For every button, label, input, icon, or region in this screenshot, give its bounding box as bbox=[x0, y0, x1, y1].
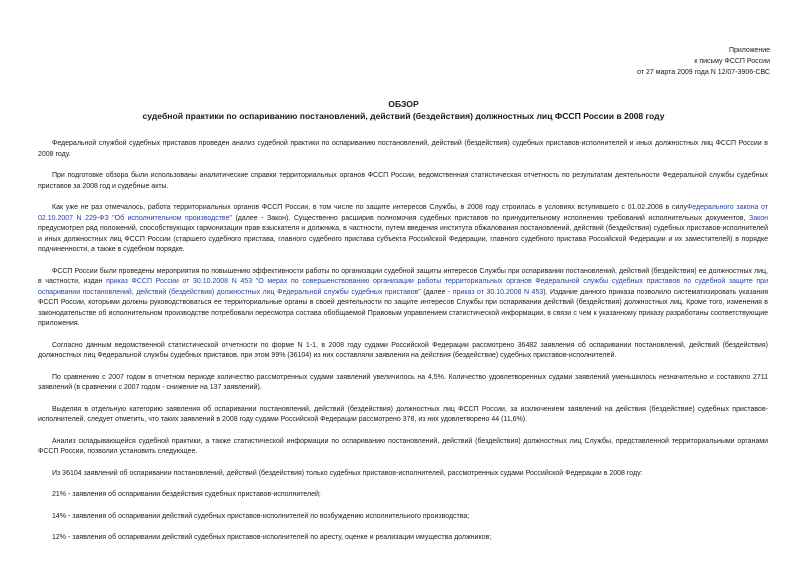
title-main: ОБЗОР bbox=[388, 99, 419, 109]
paragraph-2: При подготовке обзора были использованы аналитические справки территориальных органов ФССП России, ведомственная статистическая отчетность по результатам деятельности Федеральной службы судебных приставов за 2008 год и судебные акты. bbox=[38, 172, 768, 190]
paragraph-5: Согласно данным ведомственной статистической отчетности по форме N 1-1, в 2008 году судами Российской Федерации рассмотрено 36482 заявления об оспаривании постановлений, действий (бездействия) должностных лиц Федеральной службы судебных приставов, при этом 99% (36104) из них составляли заявления на действия (бездействие) судебных приставов-исполнителей. bbox=[38, 341, 768, 359]
paragraph-4-text-2: (далее - bbox=[420, 288, 453, 296]
paragraph-12: 12% - заявления об оспаривании действий судебных приставов-исполнителей по аресту, оценке и реализации имущества должников; bbox=[52, 534, 492, 541]
paragraph-4-text-3: ). Издание данного приказа позволило систематизировать указания ФССП России, которыми должны руководствоваться ее территориальные органы в своей деятельности по защите интересов Службы при оспаривании действий (бездействия) должностных лиц. Кроме того, изменения в законодательстве об исполнительном производстве потребовали пересмотра состава обобщаемой Правовым управлением статистической информации, в связи с чем к указанному приказу разработаны соответствующие приложения. bbox=[38, 288, 768, 327]
paragraph-9: Из 36104 заявлений об оспаривании постановлений, действий (бездействия) только судебных приставов-исполнителей, рассмотренных судами Российской Федерации в 2008 году: bbox=[52, 469, 643, 477]
header-line-2: к письму ФССП России bbox=[694, 58, 770, 65]
header-line-1: Приложение bbox=[728, 47, 770, 54]
document-header bbox=[637, 45, 770, 78]
paragraph-3-text-2: (далее - Закон). Существенно расширив полномочия судебных приставов по принудительному исполнению требований исполнительных документов, bbox=[231, 214, 749, 222]
document-title bbox=[0, 99, 807, 122]
title-subtitle: судебной практики по оспариванию постановлений, действий (бездействия) должностных лиц ФССП России в 2008 году bbox=[142, 110, 665, 121]
paragraph-11: 14% - заявления об оспаривании действий судебных приставов-исполнителей по возбуждению исполнительного производства; bbox=[52, 512, 470, 520]
header-line-3: от 27 марта 2009 года N 12/07-3906-СВС bbox=[637, 69, 770, 76]
paragraph-1: Федеральной службой судебных приставов проведен анализ судебной практики по оспариванию постановлений, действий (бездействия) судебных приставов-исполнителей и иных должностных лиц ФССП России в 2008 году. bbox=[38, 140, 768, 158]
law-229fz-link[interactable]: Федерального закона от 02.10.2007 N 229-ФЗ "Об исполнительном производстве" bbox=[38, 204, 768, 222]
law-link[interactable]: Закон bbox=[748, 214, 768, 222]
paragraph-3-text-1: Как уже не раз отмечалось, работа территориальных органов ФССП России, в том числе по защите интересов Службы, в 2008 году строилась в условиях вступившего с 01.02.2008 в силу bbox=[52, 204, 687, 211]
document-body bbox=[38, 139, 768, 555]
order-453-link[interactable]: приказ ФССП России от 30.10.2008 N 453 "О мерах по совершенствованию организации работы территориальных органов Федеральной службы судебных приставов по судебной защите при оспаривании постановлений, действий (бездействия) должностных лиц Федеральной службы судебных приставов" bbox=[38, 278, 768, 296]
paragraph-6: По сравнению с 2007 годом в отчетном периоде количество рассмотренных судами заявлений увеличилось на 4,5%. Количество удовлетворенных судами заявлений уменьшилось незначительно и составило 2711 заявлений (в сравнении с 2007 годом - снижение на 137 заявлений). bbox=[38, 373, 768, 391]
paragraph-3 bbox=[38, 203, 768, 256]
paragraph-4 bbox=[38, 267, 768, 330]
paragraph-3-text-3: предусмотрел ряд положений, способствующих гармонизации прав взыскателя и должника, в частности, путем введения института обжалования постановлений, действий (бездействия) судебных приставов-исполнителей и иных должностных лиц ФССП России (старшего судебного пристава, главного судебного пристава субъекта Российской Федерации, главного судебного пристава Российской Федерации и их заместителей) в порядке подчиненности, а также в судебном порядке. bbox=[38, 225, 768, 253]
paragraph-7: Выделяя в отдельную категорию заявления об оспаривании постановлений, действий (бездействия) должностных лиц ФССП России, за исключением заявлений на действия (бездействие) судебных приставов-исполнителей, следует отметить, что таких заявлений в 2008 году судами Российской Федерации рассмотрено 378, из них удовлетворено 44 (11,6%). bbox=[38, 405, 768, 423]
paragraph-10: 21% - заявления об оспаривании бездействия судебных приставов-исполнителей; bbox=[52, 491, 321, 498]
paragraph-8: Анализ складывающейся судебной практики, а также статистической информации по оспариванию постановлений, действий (бездействия) должностных лиц Службы, представленной территориальными органами ФССП России, позволил установить следующее. bbox=[38, 437, 768, 455]
order-453-short-link[interactable]: приказ от 30.10.2008 N 453 bbox=[452, 288, 544, 296]
paragraph-4-text-1: ФССП России были проведены мероприятия по повышению эффективности работы по организации судебной защиты интересов Службы при оспаривании постановлений, действий (бездействия) ее должностных лиц, в частности, издан bbox=[38, 267, 768, 285]
